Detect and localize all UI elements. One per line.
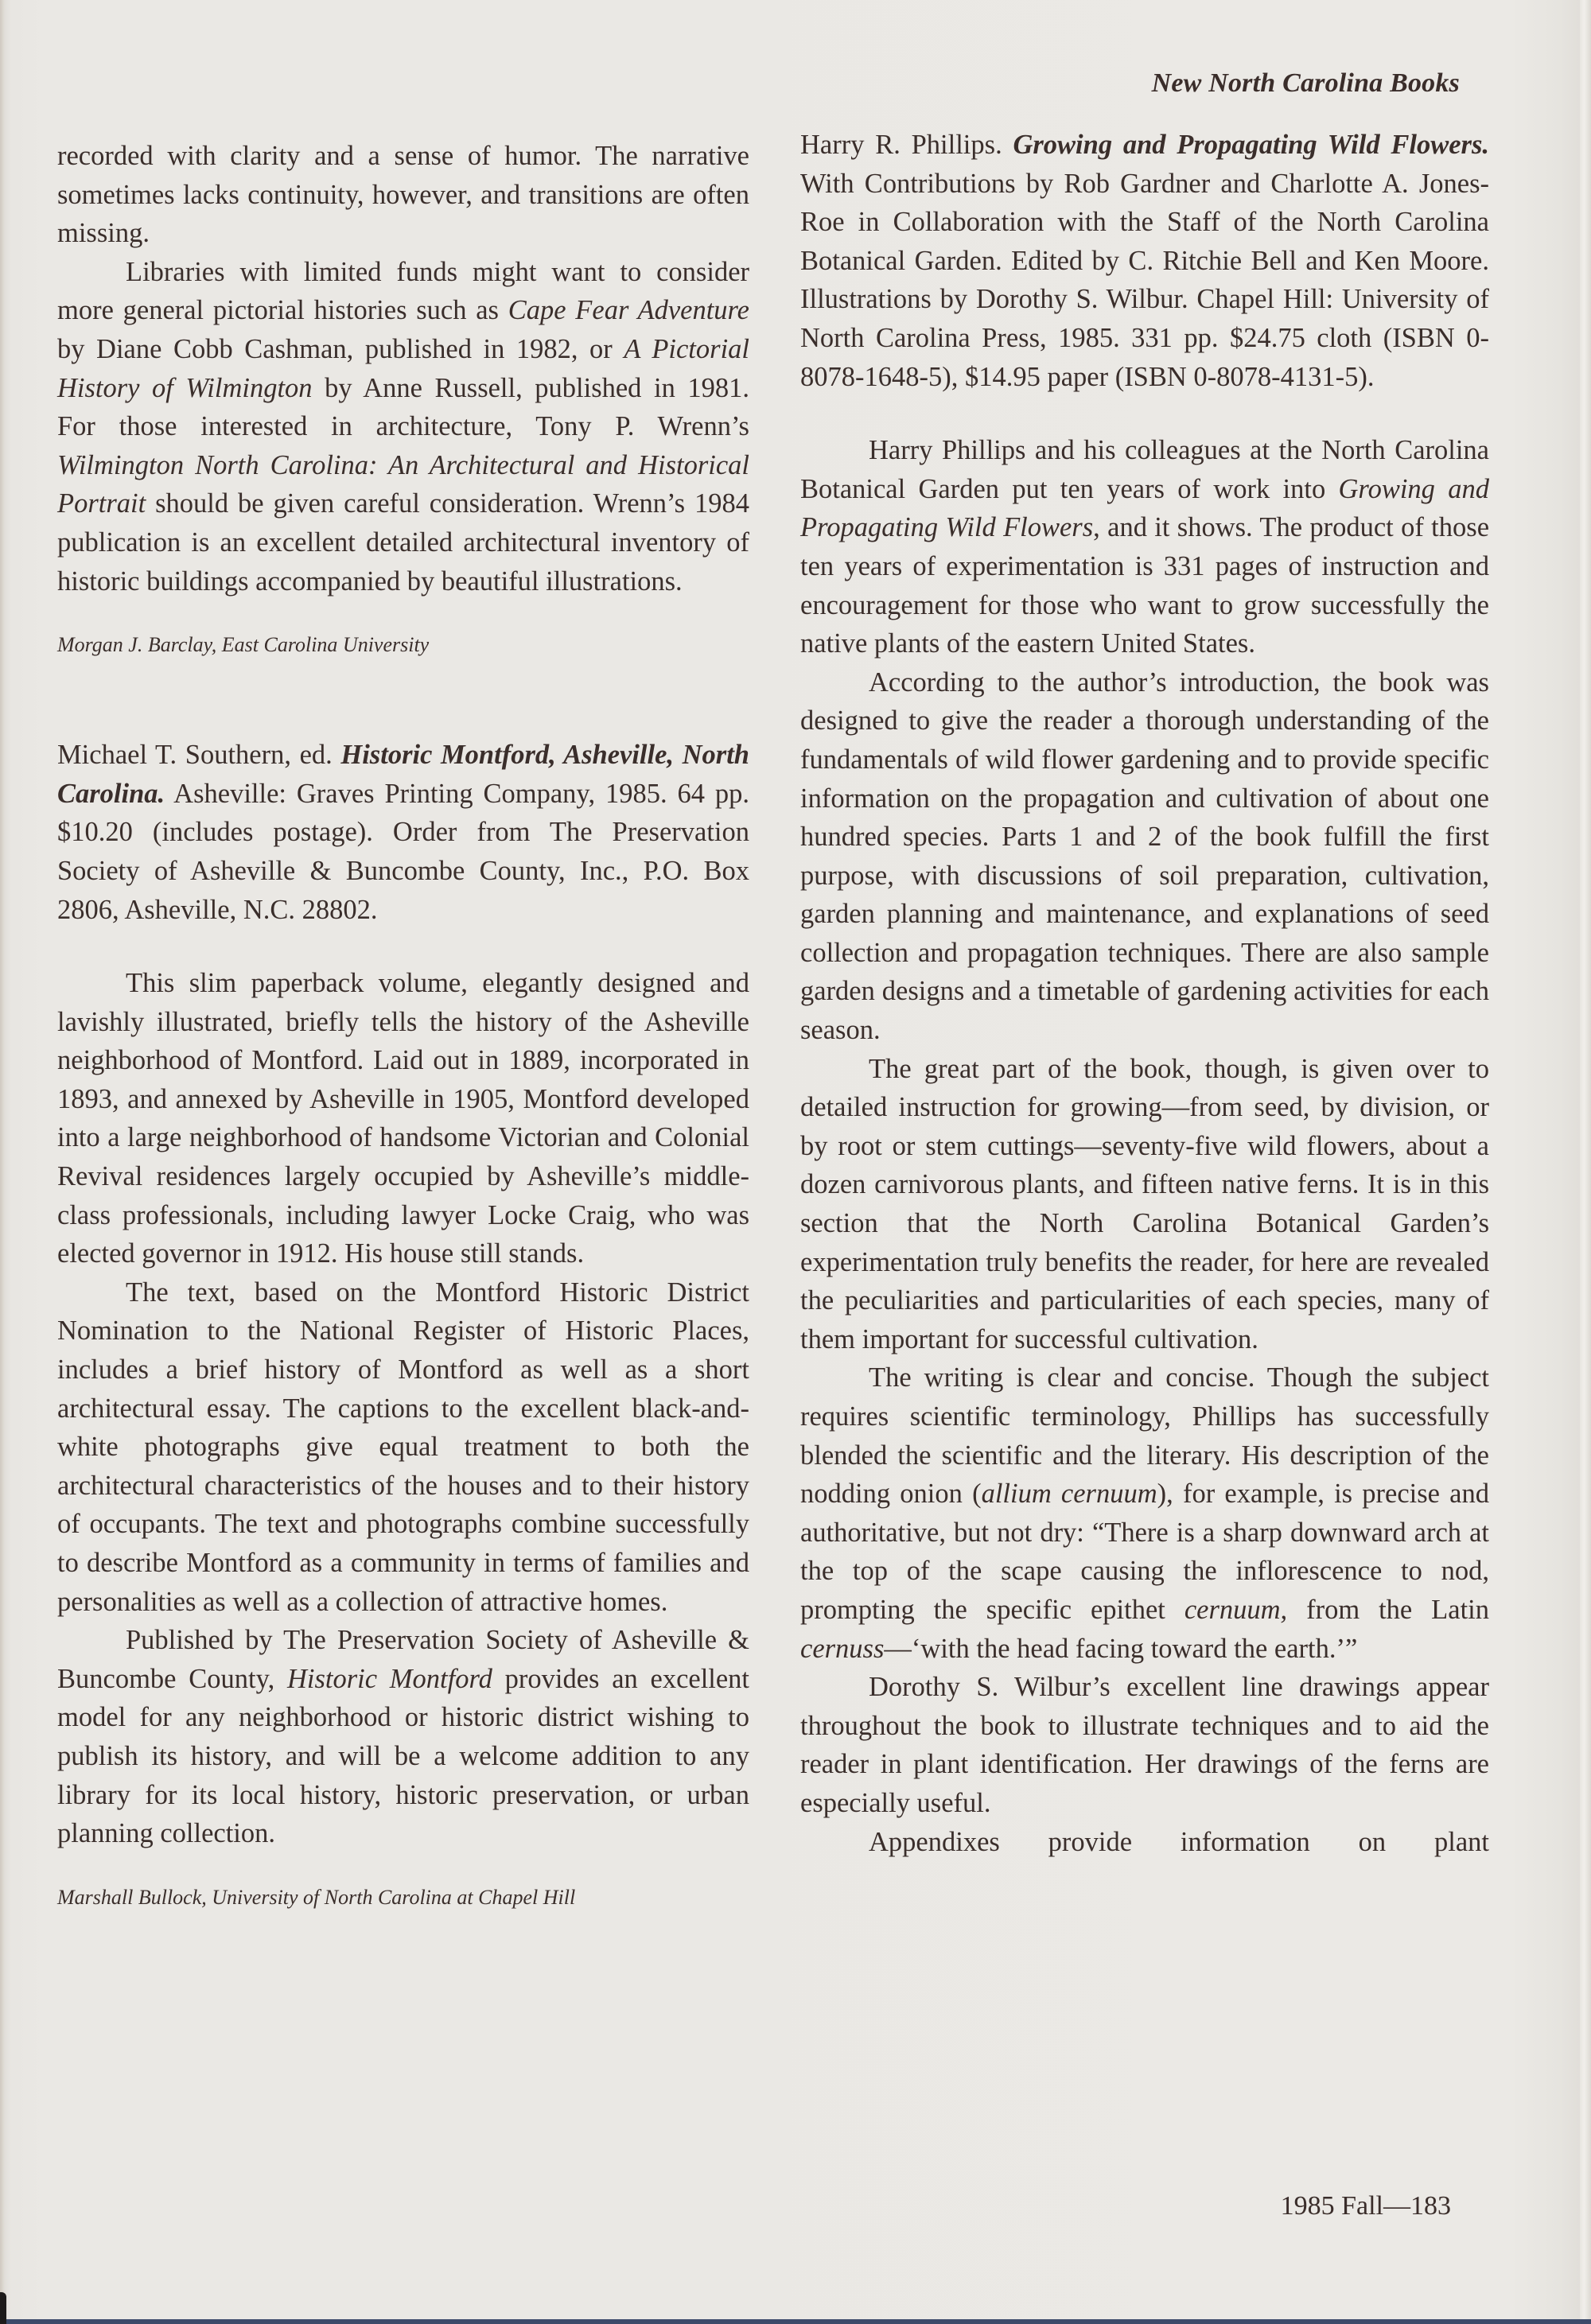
species-name: allium cernuum [981,1479,1157,1510]
species-epithet: cernuum, [1184,1594,1288,1625]
review3-paragraph: Appendixes provide information on plant [869,1826,1489,1857]
text-run: Published by The Preservation Society of Asheville & Buncombe County, [57,1625,749,1694]
page-spine-edge [0,0,5,2324]
text-run: —‘with the head facing toward the earth.’” [884,1633,1358,1664]
text-run: provides an excellent model for any neighborhood or historic district wishing to publish its history, and will be a welcome addition to any library for its local history, historic preservation, or urban planning collection. [57,1663,750,1849]
review1-paragraph [57,253,749,600]
book-citation [800,126,1489,396]
book-title-growing-wild-flowers: Growing and Propagating Wild Flowers [800,473,1489,543]
text-run: The writing is clear and concise. Though the subject requires scientific terminology, Phillips has successfully blended the scientific and the literary. His description of the nodding onion ( [800,1362,1489,1510]
scan-bottom-edge [0,2319,1591,2324]
text-run: Harry Phillips and his colleagues at the North Carolina Botanical Garden put ten years of work into [800,435,1489,504]
review3-paragraph: The great part of the book, though, is given over to detailed instruction for growing—from seed, by division, or by root or stem cuttings—seventy-five wild flowers, about a dozen carnivorous plants, and fifteen native ferns. It is in this section that the North Carolina Botanical Garden’s experimentation truly benefits the reader, for here are revealed the peculiarities and particularities of each species, many of them important for successful cultivation. [800,1053,1489,1354]
review3-paragraph [800,431,1489,663]
text-run: , and it shows. The product of those ten years of experimentation is 331 pages of instruction and encouragement for those who want to grow successfully the native plants of the eastern United States. [800,512,1490,659]
review1-paragraph: recorded with clarity and a sense of humor. The narrative sometimes lacks continuity, however, and transitions are often missing. [57,141,749,249]
citation-title: Historic Montford, Asheville, North Carolina. [57,740,749,809]
citation-author: Harry R. Phillips. [800,130,1013,160]
text-run: should be given careful consideration. Wrenn’s 1984 publication is an excellent detailed architectural inventory of historic buildings accompanied by beautiful illustrations. [57,488,749,597]
review2-paragraph [57,1621,749,1853]
review2-paragraph: The text, based on the Montford Historic District Nomination to the National Register of Historic Places, includes a brief history of Montford as well as a short architectural essay. The captions to the excellent black-and-white photographs give equal treatment to both the architectural characteristics of the houses and to their history of occupants. The text and photographs combine successfully to describe Montford as a community in terms of families and personalities as well as a collection of attractive homes. [57,1277,749,1617]
review3-paragraph: Dorothy S. Wilbur’s excellent line drawings appear throughout the book to illustrate techniques and to aid the reader in plant identification. Her drawings of the ferns are especially useful. [800,1672,1489,1818]
latin-word: cernuss [800,1633,885,1664]
scan-corner-mark [0,2292,6,2324]
review3-paragraph [800,1358,1489,1668]
review3-paragraph: According to the author’s introduction, the book was designed to give the reader a thorough understanding of the fundamentals of wild flower gardening and to provide specific information on the propagation and cultivation of about one hundred species. Parts 1 and 2 of the book fulfill the first purpose, with discussions of soil preparation, cultivation, garden planning and maintenance, and explanations of seed collection and propagation techniques. There are also sample garden designs and a timetable of gardening activities for each season. [800,666,1489,1046]
citation-title: Growing and Propagating Wild Flowers. [1013,130,1489,160]
book-title-cape-fear-adventure: Cape Fear Adventure [508,295,749,326]
text-run: from the Latin [1287,1594,1489,1625]
book-title-historic-montford: Historic Montford [286,1663,492,1694]
text-run: by Diane Cobb Cashman, published in 1982, or [57,333,624,364]
reviewer-signature: Morgan J. Barclay, East Carolina University [57,633,430,657]
book-title-pictorial-history: A Pictorial History of Wilmington [57,333,749,403]
citation-author: Michael T. Southern, ed. [57,740,341,771]
citation-details: Asheville: Graves Printing Company, 1985. 64 pp. $10.20 (includes postage). Order from The Preservation Society of Asheville & Buncombe County, Inc., P.O. Box 2806, Asheville, N.C. 28802. [57,778,749,925]
text-run: ), for example, is precise and authoritative, but not dry: “There is a sharp downward arch at the top of the scape causing the inflorescence to nod, prompting the specific epithet [800,1479,1489,1625]
right-column [800,126,1489,1861]
running-head: New North Carolina Books [1151,68,1460,98]
citation-details: With Contributions by Rob Gardner and Charlotte A. Jones-Roe in Collaboration with the Staff of the North Carolina Botanical Garden. Edited by C. Ritchie Bell and Ken Moore. Illustrations by Dorothy S. Wilbur. Chapel Hill: University of North Carolina Press, 1985. 331 pp. $24.75 cloth (ISBN 0-8078-1648-5), $14.95 paper (ISBN 0-8078-4131-5). [800,168,1489,392]
page-right-edge [1580,0,1591,2324]
review2-paragraph: This slim paperback volume, elegantly designed and lavishly illustrated, briefly tells the history of the Asheville neighborhood of Montford. Laid out in 1889, incorporated in 1893, and annexed by Asheville in 1905, Montford developed into a large neighborhood of handsome Victorian and Colonial Revival residences largely occupied by Asheville’s middle-class professionals, including lawyer Locke Craig, who was elected governor in 1912. His house still stands. [57,968,749,1269]
page-number: 1985 Fall—183 [1280,2191,1451,2221]
left-column [57,137,749,1912]
book-title-wilmington-portrait: Wilmington North Carolina: An Architectural and Historical Portrait [57,449,749,519]
book-citation [57,736,749,929]
text-run: by Anne Russell, published in 1981. For those interested in architecture, Tony P. Wrenn’s [57,372,749,442]
text-run: Libraries with limited funds might want to consider more general pictorial histories such as [57,256,749,326]
reviewer-signature: Marshall Bullock, University of North Carolina at Chapel Hill [57,1885,576,1909]
